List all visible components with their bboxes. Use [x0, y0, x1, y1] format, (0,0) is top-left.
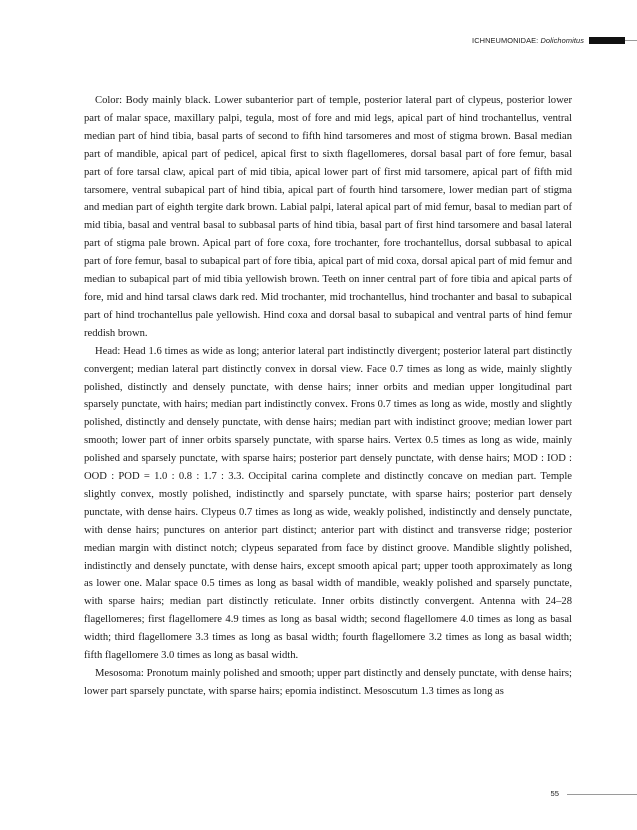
header-rule [625, 40, 637, 41]
header-black-bar [589, 37, 625, 44]
paragraph-head: Head: Head 1.6 times as wide as long; anterior lateral part indistinctly divergent; posterior lateral part distinctly convergent; median lateral part distinctly convex in dorsal view. Face 0.7 times as long as wide, mainly slightly polished, distinctly and densely punctate, with dense hairs; inner orbits and median upper longitudinal part sparsely punctate, with hairs; median part indistinctly convex. Frons 0.7 times as long as wide, mostly and slightly polished, distinctly and densely punctate, with dense hairs; median part with indistinct groove; median lower part smooth; lower part of inner orbits sparsely punctate, with sparse hairs. Vertex 0.5 times as long as wide, mainly polished and sparsely punctate, with sparse hairs; posterior part densely punctate, with dense hairs; MOD : IOD : OOD : POD = 1.0 : 0.8 : 1.7 : 3.3. Occipital carina complete and distinctly concave on median part. Temple slightly convex, mostly polished, indistinctly and sparsely punctate, with sparse hairs; posterior part densely punctate, with dense hairs. Clypeus 0.7 times as long as wide, weakly polished, indistinctly and densely punctate, with dense hairs; punctures on anterior part distinct; anterior part with distinct and transverse ridge; posterior median margin with distinct notch; clypeus separated from face by distinct groove. Mandible slightly polished, indistinctly and densely punctate, with dense hairs, except smooth apical part; upper tooth approximately as long as lower one. Malar space 0.5 times as long as basal width of mandible, weakly polished and sparsely punctate, with sparse hairs; median part distinctly reticulate. Inner orbits distinctly convergent. Antenna with 24–28 flagellomeres; first flagellomere 4.9 times as long as basal width; second flagellomere 4.0 times as long as basal width; third flagellomere 3.3 times as long as basal width; fourth flagellomere 3.2 times as long as basal width; fifth flagellomere 3.0 times as long as basal width. [84, 345, 572, 662]
genus-name: Dolichomitus [540, 36, 584, 45]
family-name: ICHNEUMONIDAE: [472, 36, 539, 45]
page-footer [0, 789, 637, 801]
paragraph-mesosoma: Mesosoma: Pronotum mainly polished and smooth; upper part distinctly and densely punctate, with dense hairs; lower part sparsely punctate, with sparse hairs; epomia indistinct. Mesoscutum 1.3 times as long as [84, 668, 572, 697]
main-text [84, 92, 572, 701]
footer-rule [567, 794, 637, 795]
paragraph-color: Color: Body mainly black. Lower subanterior part of temple, posterior lateral part of clypeus, posterior lower part of malar space, maxillary palpi, tegula, most of fore and mid legs, apical part of hind trochantellus, ventral median part of hind tibia, basal parts of second to fifth hind tarsomeres and most of stigma brown. Basal median part of mandible, apical part of pedicel, apical first to sixth flagellomeres, dorsal basal part of fore femur, basal part of fore tarsal claw, apical part of mid tibia, apical lower part of first mid tarsomere, apical part of fifth mid tarsomere, ventral subapical part of hind tibia, apical part of fourth hind tarsomere, lower median part of stigma and median part of eighth tergite dark brown. Labial palpi, lateral apical part of mid femur, basal to median part of mid tibia, basal and ventral basal to subbasal parts of hind tibia, basal part of first hind tarsomere and basal lateral part of stigma pale brown. Apical part of fore coxa, fore trochanter, fore trochantellus, dorsal subbasal to apical part of fore femur, basal to subapical part of fore tibia, apical part of mid coxa, dorsal apical part of mid femur and median to subapical part of mid tibia yellowish brown. Teeth on inner central part of fore tibia and apical parts of fore, mid and hind tarsal claws dark red. Mid trochanter, mid trochantellus, hind trochanter and basal to subapical part of hind trochantellus pale yellowish. Hind coxa and dorsal basal to subapical and ventral parts of hind femur reddish brown. [84, 95, 572, 339]
page-number: 55 [550, 789, 559, 798]
running-header [0, 36, 637, 50]
running-header-title [472, 36, 584, 46]
